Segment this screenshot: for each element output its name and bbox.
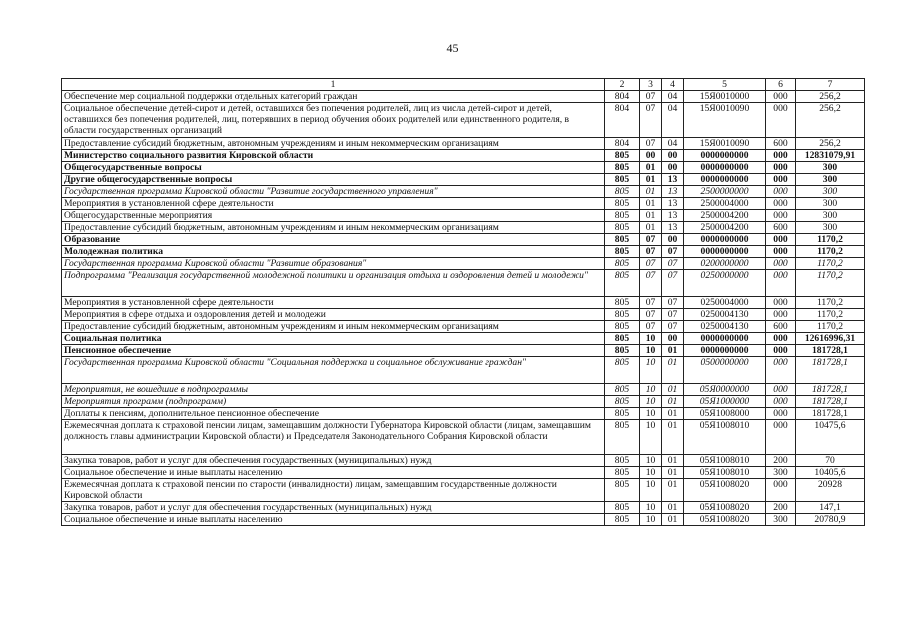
expense-type-cell: 600 <box>766 222 796 234</box>
row-name-cell: Общегосударственные вопросы <box>62 162 605 174</box>
target-article-cell: 05Я0000000 <box>684 384 766 396</box>
row-name-cell: Социальная политика <box>62 333 605 345</box>
table-row <box>62 384 865 396</box>
amount-cell: 300 <box>796 174 865 186</box>
expense-type-cell: 000 <box>766 234 796 246</box>
section-cell: 10 <box>640 467 662 479</box>
ved-code-cell: 805 <box>605 222 640 234</box>
header-cell: 1 <box>62 79 605 91</box>
expense-type-cell: 000 <box>766 150 796 162</box>
section-cell: 01 <box>640 210 662 222</box>
row-name-cell: Мероприятия, не вошедшие в подпрограммы <box>62 384 605 396</box>
amount-cell: 181728,1 <box>796 357 865 384</box>
subsection-cell: 01 <box>662 357 684 384</box>
expense-type-cell: 000 <box>766 198 796 210</box>
section-cell: 01 <box>640 174 662 186</box>
subsection-cell: 13 <box>662 174 684 186</box>
row-name-cell: Образование <box>62 234 605 246</box>
row-name-cell: Социальное обеспечение и иные выплаты населению <box>62 514 605 526</box>
amount-cell: 1170,2 <box>796 321 865 333</box>
subsection-cell: 01 <box>662 384 684 396</box>
subsection-cell: 00 <box>662 162 684 174</box>
table-row <box>62 258 865 270</box>
table-row <box>62 150 865 162</box>
table-row <box>62 162 865 174</box>
expense-type-cell: 000 <box>766 210 796 222</box>
table-row <box>62 297 865 309</box>
amount-cell: 10475,6 <box>796 420 865 455</box>
section-cell: 01 <box>640 186 662 198</box>
section-cell: 01 <box>640 222 662 234</box>
expense-type-cell: 000 <box>766 258 796 270</box>
subsection-cell: 04 <box>662 103 684 138</box>
expense-type-cell: 000 <box>766 297 796 309</box>
table-row <box>62 210 865 222</box>
amount-cell: 256,2 <box>796 91 865 103</box>
table-row <box>62 270 865 297</box>
header-cell: 3 <box>640 79 662 91</box>
amount-cell: 1170,2 <box>796 297 865 309</box>
expense-type-cell: 000 <box>766 246 796 258</box>
ved-code-cell: 805 <box>605 186 640 198</box>
target-article-cell: 15Я0010090 <box>684 138 766 150</box>
target-article-cell: 0200000000 <box>684 258 766 270</box>
header-cell: 6 <box>766 79 796 91</box>
table-row <box>62 91 865 103</box>
amount-cell: 70 <box>796 455 865 467</box>
subsection-cell: 07 <box>662 321 684 333</box>
amount-cell: 300 <box>796 186 865 198</box>
subsection-cell: 01 <box>662 479 684 502</box>
ved-code-cell: 804 <box>605 103 640 138</box>
section-cell: 10 <box>640 420 662 455</box>
target-article-cell: 2500004000 <box>684 198 766 210</box>
expense-type-cell: 000 <box>766 396 796 408</box>
target-article-cell: 0000000000 <box>684 162 766 174</box>
row-name-cell: Мероприятия в сфере отдыха и оздоровления детей и молодежи <box>62 309 605 321</box>
row-name-cell: Предоставление субсидий бюджетным, автономным учреждениям и иным некоммерческим организациям <box>62 138 605 150</box>
subsection-cell: 01 <box>662 396 684 408</box>
row-name-cell: Государственная программа Кировской области "Социальная поддержка и социальное обслуживание граждан" <box>62 357 605 384</box>
subsection-cell: 07 <box>662 258 684 270</box>
expense-type-cell: 000 <box>766 479 796 502</box>
section-cell: 10 <box>640 384 662 396</box>
table-row <box>62 246 865 258</box>
target-article-cell: 0000000000 <box>684 246 766 258</box>
row-name-cell: Мероприятия в установленной сфере деятельности <box>62 297 605 309</box>
table-row <box>62 333 865 345</box>
target-article-cell: 05Я1008010 <box>684 467 766 479</box>
row-name-cell: Социальное обеспечение детей-сирот и детей, оставшихся без попечения родителей, лиц из числа детей-сирот и детей, оставшихся без попечения родителей, лиц, потерявших в период обучения обоих родителей или единственного родителя, в области государственных организаций <box>62 103 605 138</box>
table-row <box>62 186 865 198</box>
table-row <box>62 514 865 526</box>
header-cell: 4 <box>662 79 684 91</box>
amount-cell: 1170,2 <box>796 309 865 321</box>
section-cell: 07 <box>640 138 662 150</box>
row-name-cell: Предоставление субсидий бюджетным, автономным учреждениям и иным некоммерческим организациям <box>62 222 605 234</box>
section-cell: 10 <box>640 408 662 420</box>
target-article-cell: 0000000000 <box>684 234 766 246</box>
expense-type-cell: 000 <box>766 309 796 321</box>
subsection-cell: 13 <box>662 210 684 222</box>
subsection-cell: 07 <box>662 246 684 258</box>
amount-cell: 1170,2 <box>796 270 865 297</box>
ved-code-cell: 805 <box>605 333 640 345</box>
subsection-cell: 00 <box>662 150 684 162</box>
ved-code-cell: 805 <box>605 408 640 420</box>
expense-type-cell: 600 <box>766 138 796 150</box>
ved-code-cell: 805 <box>605 150 640 162</box>
target-article-cell: 0500000000 <box>684 357 766 384</box>
expense-type-cell: 000 <box>766 174 796 186</box>
table-row <box>62 467 865 479</box>
amount-cell: 12616996,31 <box>796 333 865 345</box>
expense-type-cell: 000 <box>766 103 796 138</box>
row-name-cell: Закупка товаров, работ и услуг для обеспечения государственных (муниципальных) нужд <box>62 455 605 467</box>
section-cell: 07 <box>640 258 662 270</box>
row-name-cell: Другие общегосударственные вопросы <box>62 174 605 186</box>
table-body <box>62 79 865 526</box>
row-name-cell: Министерство социального развития Кировской области <box>62 150 605 162</box>
section-cell: 07 <box>640 103 662 138</box>
table-row <box>62 408 865 420</box>
expense-type-cell: 000 <box>766 333 796 345</box>
target-article-cell: 2500004200 <box>684 210 766 222</box>
subsection-cell: 13 <box>662 198 684 210</box>
target-article-cell: 0000000000 <box>684 150 766 162</box>
row-name-cell: Мероприятия программ (подпрограмм) <box>62 396 605 408</box>
amount-cell: 181728,1 <box>796 345 865 357</box>
ved-code-cell: 805 <box>605 384 640 396</box>
expense-type-cell: 000 <box>766 186 796 198</box>
table-row <box>62 198 865 210</box>
header-row <box>62 79 865 91</box>
section-cell: 01 <box>640 162 662 174</box>
expense-type-cell: 000 <box>766 420 796 455</box>
row-name-cell: Государственная программа Кировской области "Развитие образования" <box>62 258 605 270</box>
row-name-cell: Предоставление субсидий бюджетным, автономным учреждениям и иным некоммерческим организациям <box>62 321 605 333</box>
header-cell: 2 <box>605 79 640 91</box>
amount-cell: 181728,1 <box>796 384 865 396</box>
page-number: 45 <box>446 41 459 55</box>
target-article-cell: 0000000000 <box>684 174 766 186</box>
budget-table <box>61 78 865 526</box>
ved-code-cell: 805 <box>605 479 640 502</box>
target-article-cell: 0250004130 <box>684 309 766 321</box>
table-row <box>62 420 865 455</box>
ved-code-cell: 805 <box>605 270 640 297</box>
table-row <box>62 222 865 234</box>
target-article-cell: 0250004000 <box>684 297 766 309</box>
subsection-cell: 01 <box>662 514 684 526</box>
ved-code-cell: 805 <box>605 210 640 222</box>
amount-cell: 12831079,91 <box>796 150 865 162</box>
row-name-cell: Мероприятия в установленной сфере деятельности <box>62 198 605 210</box>
table-row <box>62 479 865 502</box>
table-row <box>62 321 865 333</box>
expense-type-cell: 000 <box>766 345 796 357</box>
section-cell: 10 <box>640 345 662 357</box>
target-article-cell: 05Я1000000 <box>684 396 766 408</box>
header-cell: 5 <box>684 79 766 91</box>
expense-type-cell: 300 <box>766 514 796 526</box>
section-cell: 10 <box>640 333 662 345</box>
subsection-cell: 04 <box>662 138 684 150</box>
ved-code-cell: 805 <box>605 234 640 246</box>
subsection-cell: 00 <box>662 234 684 246</box>
ved-code-cell: 805 <box>605 246 640 258</box>
ved-code-cell: 805 <box>605 321 640 333</box>
amount-cell: 300 <box>796 198 865 210</box>
expense-type-cell: 200 <box>766 455 796 467</box>
row-name-cell: Доплаты к пенсиям, дополнительное пенсионное обеспечение <box>62 408 605 420</box>
row-name-cell: Общегосударственные мероприятия <box>62 210 605 222</box>
amount-cell: 1170,2 <box>796 258 865 270</box>
amount-cell: 181728,1 <box>796 396 865 408</box>
ved-code-cell: 805 <box>605 198 640 210</box>
row-name-cell: Ежемесячная доплата к страховой пенсии по старости (инвалидности) лицам, замещавшим государственные должности Кировской области <box>62 479 605 502</box>
subsection-cell: 01 <box>662 455 684 467</box>
subsection-cell: 01 <box>662 345 684 357</box>
expense-type-cell: 000 <box>766 408 796 420</box>
target-article-cell: 15Я0010000 <box>684 91 766 103</box>
amount-cell: 147,1 <box>796 502 865 514</box>
amount-cell: 181728,1 <box>796 408 865 420</box>
row-name-cell: Молодежная политика <box>62 246 605 258</box>
amount-cell: 1170,2 <box>796 246 865 258</box>
subsection-cell: 01 <box>662 420 684 455</box>
table-row <box>62 455 865 467</box>
table-row <box>62 357 865 384</box>
subsection-cell: 04 <box>662 91 684 103</box>
subsection-cell: 13 <box>662 222 684 234</box>
section-cell: 10 <box>640 514 662 526</box>
target-article-cell: 0000000000 <box>684 345 766 357</box>
amount-cell: 1170,2 <box>796 234 865 246</box>
table-row <box>62 103 865 138</box>
target-article-cell: 0250000000 <box>684 270 766 297</box>
subsection-cell: 13 <box>662 186 684 198</box>
ved-code-cell: 805 <box>605 396 640 408</box>
table-row <box>62 396 865 408</box>
ved-code-cell: 805 <box>605 162 640 174</box>
section-cell: 07 <box>640 234 662 246</box>
expense-type-cell: 000 <box>766 91 796 103</box>
expense-type-cell: 000 <box>766 384 796 396</box>
section-cell: 07 <box>640 91 662 103</box>
ved-code-cell: 804 <box>605 91 640 103</box>
ved-code-cell: 804 <box>605 138 640 150</box>
row-name-cell: Социальное обеспечение и иные выплаты населению <box>62 467 605 479</box>
amount-cell: 300 <box>796 222 865 234</box>
target-article-cell: 05Я1008020 <box>684 479 766 502</box>
section-cell: 10 <box>640 396 662 408</box>
row-name-cell: Государственная программа Кировской области "Развитие государственного управления" <box>62 186 605 198</box>
amount-cell: 300 <box>796 210 865 222</box>
amount-cell: 20780,9 <box>796 514 865 526</box>
table-row <box>62 502 865 514</box>
amount-cell: 256,2 <box>796 103 865 138</box>
amount-cell: 10405,6 <box>796 467 865 479</box>
row-name-cell: Закупка товаров, работ и услуг для обеспечения государственных (муниципальных) нужд <box>62 502 605 514</box>
expense-type-cell: 200 <box>766 502 796 514</box>
amount-cell: 20928 <box>796 479 865 502</box>
expense-type-cell: 000 <box>766 270 796 297</box>
target-article-cell: 15Я0010090 <box>684 103 766 138</box>
expense-type-cell: 000 <box>766 357 796 384</box>
section-cell: 10 <box>640 502 662 514</box>
table-row <box>62 345 865 357</box>
table-row <box>62 174 865 186</box>
target-article-cell: 05Я1008020 <box>684 514 766 526</box>
ved-code-cell: 805 <box>605 309 640 321</box>
section-cell: 00 <box>640 150 662 162</box>
subsection-cell: 01 <box>662 467 684 479</box>
subsection-cell: 01 <box>662 408 684 420</box>
target-article-cell: 05Я1008010 <box>684 420 766 455</box>
target-article-cell: 2500000000 <box>684 186 766 198</box>
ved-code-cell: 805 <box>605 297 640 309</box>
target-article-cell: 05Я1008010 <box>684 455 766 467</box>
header-cell: 7 <box>796 79 865 91</box>
target-article-cell: 2500004200 <box>684 222 766 234</box>
section-cell: 01 <box>640 198 662 210</box>
row-name-cell: Пенсионное обеспечение <box>62 345 605 357</box>
ved-code-cell: 805 <box>605 258 640 270</box>
ved-code-cell: 805 <box>605 345 640 357</box>
target-article-cell: 0250004130 <box>684 321 766 333</box>
ved-code-cell: 805 <box>605 174 640 186</box>
section-cell: 10 <box>640 455 662 467</box>
amount-cell: 256,2 <box>796 138 865 150</box>
subsection-cell: 00 <box>662 333 684 345</box>
amount-cell: 300 <box>796 162 865 174</box>
row-name-cell: Подпрограмма "Реализация государственной молодежной политики и организация отдыха и оздоровления детей и молодежи" <box>62 270 605 297</box>
section-cell: 07 <box>640 270 662 297</box>
ved-code-cell: 805 <box>605 357 640 384</box>
section-cell: 07 <box>640 246 662 258</box>
section-cell: 07 <box>640 297 662 309</box>
expense-type-cell: 600 <box>766 321 796 333</box>
subsection-cell: 01 <box>662 502 684 514</box>
ved-code-cell: 805 <box>605 467 640 479</box>
table-row <box>62 234 865 246</box>
section-cell: 10 <box>640 479 662 502</box>
section-cell: 10 <box>640 357 662 384</box>
ved-code-cell: 805 <box>605 455 640 467</box>
ved-code-cell: 805 <box>605 514 640 526</box>
expense-type-cell: 000 <box>766 162 796 174</box>
subsection-cell: 07 <box>662 309 684 321</box>
section-cell: 07 <box>640 321 662 333</box>
ved-code-cell: 805 <box>605 420 640 455</box>
table-row <box>62 138 865 150</box>
expense-type-cell: 300 <box>766 467 796 479</box>
target-article-cell: 05Я1008020 <box>684 502 766 514</box>
target-article-cell: 0000000000 <box>684 333 766 345</box>
subsection-cell: 07 <box>662 297 684 309</box>
table-row <box>62 309 865 321</box>
ved-code-cell: 805 <box>605 502 640 514</box>
row-name-cell: Обеспечение мер социальной поддержки отдельных категорий граждан <box>62 91 605 103</box>
section-cell: 07 <box>640 309 662 321</box>
row-name-cell: Ежемесячная доплата к страховой пенсии лицам, замещавшим должности Губернатора Кировской области (лицам, замещавшим должность главы администрации Кировской области) и Председателя Законодательного Собрания Кировской области <box>62 420 605 455</box>
subsection-cell: 07 <box>662 270 684 297</box>
target-article-cell: 05Я1008000 <box>684 408 766 420</box>
